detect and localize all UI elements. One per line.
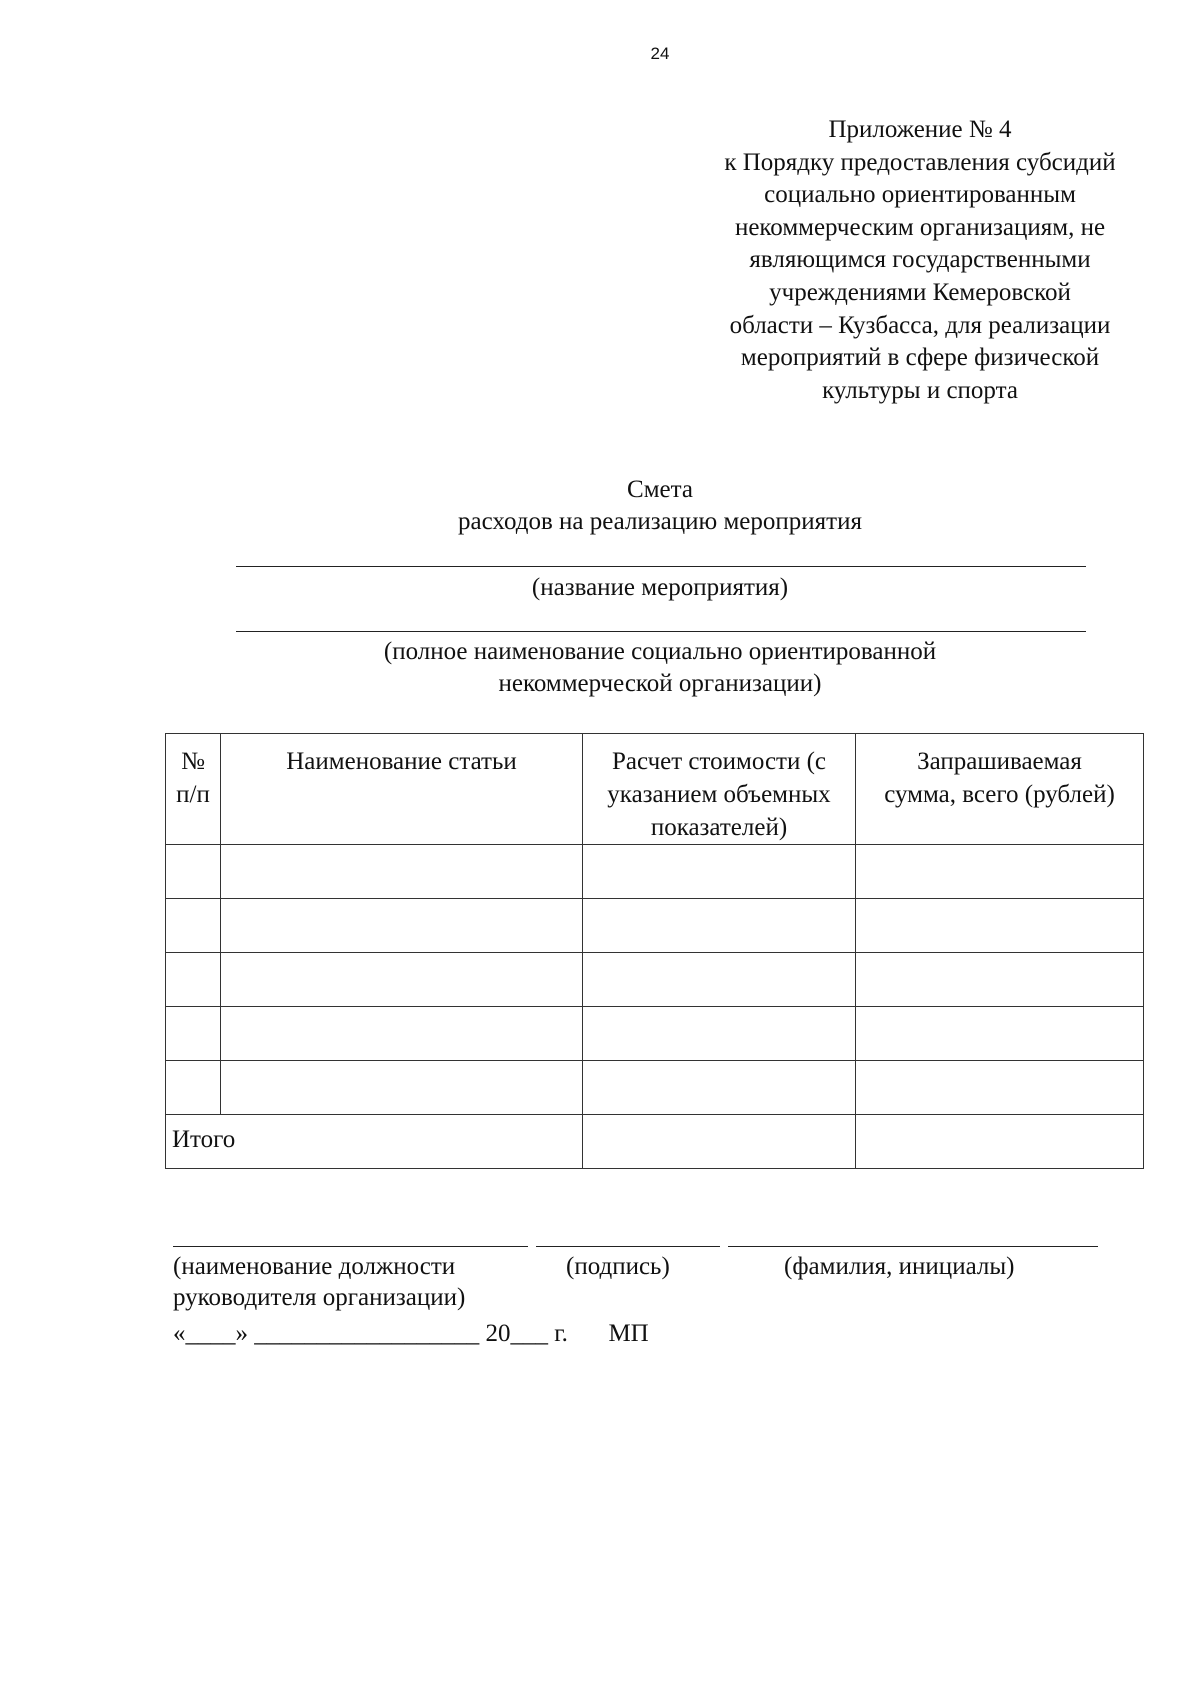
header-number [166,734,221,845]
cell-calculation[interactable] [583,953,856,1007]
appendix-line: социально ориентированным [764,181,1076,209]
appendix-line: к Порядку предоставления субсидий [724,148,1116,176]
estimate-table [165,733,1144,1169]
header-cost-line: Расчет стоимости (с [611,748,827,775]
organization-caption-line: (полное наименование социально ориентированной [383,638,937,665]
full-name-line[interactable] [728,1246,1098,1247]
event-name-line[interactable] [236,566,1086,567]
position-caption-line: (наименование должности [173,1253,456,1280]
cell-sum[interactable] [856,1061,1144,1115]
date-year-blank[interactable]: ___ [510,1320,548,1347]
cell-calculation[interactable] [583,845,856,899]
table-row [166,899,1144,953]
table-row [166,1061,1144,1115]
position-caption [173,1251,465,1313]
appendix-line: учреждениями Кемеровской [769,278,1071,306]
appendix-header [670,114,1170,407]
cell-sum[interactable] [856,899,1144,953]
cell-number[interactable] [166,845,221,899]
position-signature-line[interactable] [173,1246,528,1247]
header-number-line: № [181,748,205,775]
subtitle-line: расходов на реализацию мероприятия [458,508,862,535]
date-open-quote: « [173,1320,186,1347]
cell-calculation[interactable] [583,899,856,953]
stamp-label: МП [608,1320,649,1347]
total-label: Итого [166,1115,583,1169]
date-month-blank[interactable]: __________________ [254,1320,480,1347]
title-line: Смета [627,476,693,503]
header-cost-line: показателей) [650,814,788,841]
total-sum[interactable] [856,1115,1144,1169]
table-total-row [166,1115,1144,1169]
organization-name-line[interactable] [236,631,1086,632]
signature-caption: (подпись) [566,1253,670,1280]
position-caption-line: руководителя организации) [173,1284,466,1311]
date-close-quote: » [235,1320,248,1347]
organization-caption [0,636,1200,700]
signature-line[interactable] [536,1246,720,1247]
cell-sum[interactable] [856,1007,1144,1061]
date-year-prefix: 20 [485,1320,511,1347]
header-sum-line: Запрашиваемая [917,748,1082,775]
event-caption-text: (название мероприятия) [531,574,789,601]
date-day-blank[interactable]: ____ [185,1320,236,1347]
table-row [166,953,1144,1007]
appendix-line: некоммерческим организациям, не [734,213,1106,241]
cell-number[interactable] [166,899,221,953]
cell-calculation[interactable] [583,1061,856,1115]
appendix-line: области – Кузбасса, для реализации [729,311,1111,339]
cell-item[interactable] [221,1007,583,1061]
event-name-caption [0,572,1200,604]
cell-sum[interactable] [856,953,1144,1007]
date-year-suffix: г. [554,1320,568,1347]
cell-number[interactable] [166,1007,221,1061]
cell-item[interactable] [221,953,583,1007]
header-item-name [221,734,583,845]
organization-caption-line: некоммерческой организации) [498,670,822,697]
cell-item[interactable] [221,1061,583,1115]
document-title [0,474,1200,538]
total-calculation[interactable] [583,1115,856,1169]
header-sum-line: сумма, всего (рублей) [884,781,1115,808]
appendix-line: мероприятий в сфере физической [740,344,1100,372]
table-row [166,1007,1144,1061]
cell-item[interactable] [221,899,583,953]
header-cost-calculation [583,734,856,845]
header-requested-sum [856,734,1144,845]
cell-number[interactable] [166,953,221,1007]
cell-sum[interactable] [856,845,1144,899]
table-row [166,845,1144,899]
table-header-row [166,734,1144,845]
header-cost-line: указанием объемных [607,781,831,808]
appendix-line: культуры и спорта [822,376,1018,404]
cell-number[interactable] [166,1061,221,1115]
appendix-line: являющимся государственными [749,246,1091,274]
full-name-caption: (фамилия, инициалы) [784,1253,1015,1280]
header-number-line: п/п [176,781,210,808]
page-number: 24 [650,44,670,63]
header-item-text: Наименование статьи [286,748,517,775]
cell-item[interactable] [221,845,583,899]
appendix-line: Приложение № 4 [828,116,1012,143]
cell-calculation[interactable] [583,1007,856,1061]
date-line [173,1318,649,1349]
